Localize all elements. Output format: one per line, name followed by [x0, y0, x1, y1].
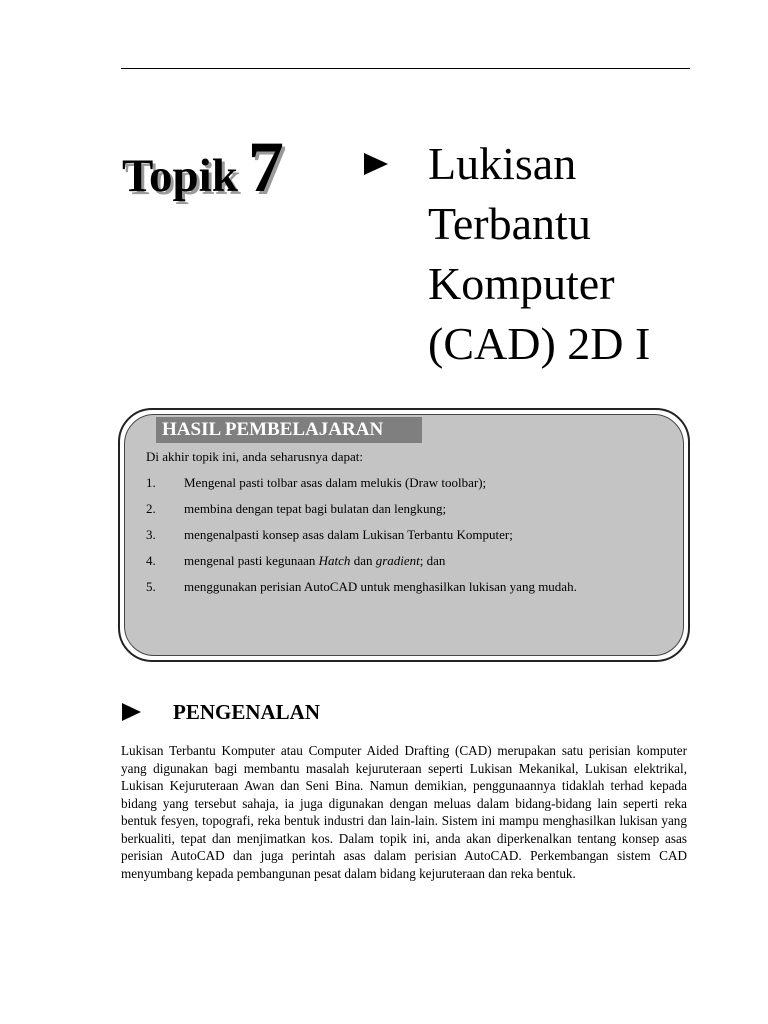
- list-item: [146, 501, 577, 527]
- body-paragraph: Lukisan Terbantu Komputer atau Computer Aided Drafting (CAD) merupakan satu perisian komputer yang digunakan bagi membantu masalah kejuruteraan seperti Lukisan Mekanikal, Lukisan elektrikal, Lukisan Kejuruteraan Awan dan Seni Bina. Namun demikian, penggunaannya tidaklah terhad kepada bidang yang tersebut sahaja, ia juga digunakan dengan meluas dalam bidang-bidang lain seperti reka bentuk fesyen, topografi, reka bentuk industri dan lain-lain. Sistem ini mampu menghasilkan lukisan yang berkualiti, tepat dan menjimatkan kos. Dalam topik ini, anda akan diperkenalkan tentang konsep asas perisian AutoCAD dan juga perintah asas dalam perisian AutoCAD. Perkembangan sistem CAD menyumbang kepada pembangunan pesat dalam bidang kejuruteraan dan reka bentuk.: [121, 743, 687, 881]
- page-title: [428, 134, 748, 374]
- list-item: [146, 553, 577, 579]
- learning-outcomes-heading: HASIL PEMBELAJARAN: [156, 417, 422, 443]
- list-item-text: mengenalpasti konsep asas dalam Lukisan Terbantu Komputer;: [184, 527, 513, 542]
- list-item-number: 4.: [146, 553, 156, 568]
- title-line-3: Komputer: [428, 258, 615, 309]
- list-item-text-mid: dan: [350, 553, 376, 568]
- list-item-emphasis-hatch: Hatch: [318, 553, 351, 568]
- list-item-emphasis-gradient: gradient: [375, 553, 420, 568]
- learning-outcomes-list: [146, 475, 577, 605]
- list-item-text: membina dengan tepat bagi bulatan dan lengkung;: [184, 501, 447, 516]
- learning-outcomes-intro: Di akhir topik ini, anda seharusnya dapat:: [146, 449, 363, 464]
- list-item-number: 1.: [146, 475, 156, 490]
- list-item: [146, 579, 577, 605]
- topic-word: Topik: [122, 150, 238, 202]
- list-item-text-after: ; dan: [419, 553, 446, 568]
- list-item: [146, 527, 577, 553]
- topic-label: [122, 126, 284, 209]
- list-item-number: 2.: [146, 501, 156, 516]
- top-rule: [121, 68, 690, 69]
- section-arrow-icon: [122, 703, 141, 721]
- topic-number: 7: [247, 127, 284, 207]
- list-item-number: 3.: [146, 527, 156, 542]
- title-line-4: (CAD) 2D I: [428, 318, 651, 369]
- title-line-2: Terbantu: [428, 198, 591, 249]
- triangle-arrow-icon: [364, 153, 388, 175]
- list-item-text: menggunakan perisian AutoCAD untuk menghasilkan lukisan yang mudah.: [184, 579, 577, 594]
- section-heading: PENGENALAN: [173, 700, 321, 724]
- list-item: [146, 475, 577, 501]
- list-item-text-before: mengenal pasti kegunaan: [184, 553, 319, 568]
- title-line-1: Lukisan: [428, 138, 577, 189]
- list-item-text: Mengenal pasti tolbar asas dalam melukis (Draw toolbar);: [184, 475, 487, 490]
- list-item-number: 5.: [146, 579, 156, 594]
